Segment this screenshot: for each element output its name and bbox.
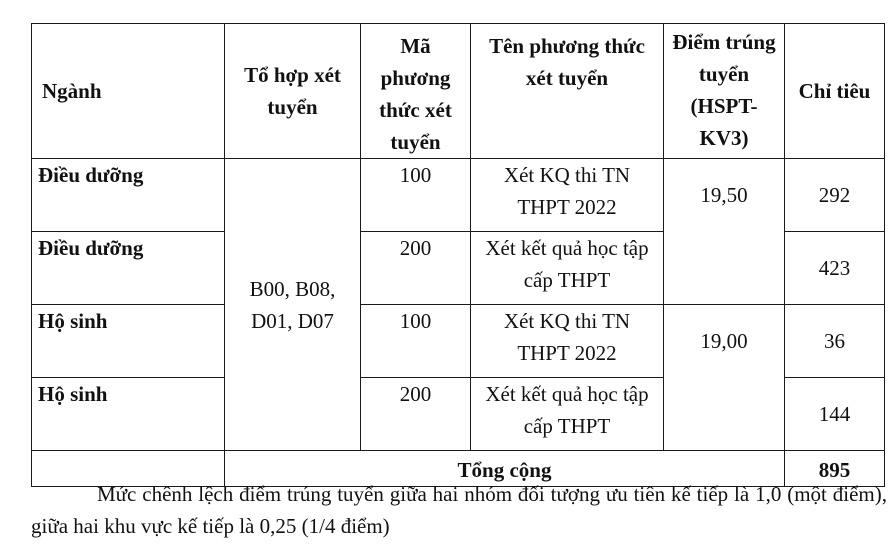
cell-ma-phuong-thuc: 200	[361, 378, 471, 451]
header-diem-trung-tuyen: Điểm trúng tuyển (HSPT-KV3)	[664, 24, 785, 159]
header-nganh: Ngành	[32, 24, 225, 159]
cell-diem-ho-sinh: 19,00	[664, 305, 785, 451]
total-label: Tổng cộng	[225, 451, 785, 487]
admission-table	[31, 23, 885, 487]
note-paragraph	[31, 478, 887, 542]
cell-nganh: Điều dưỡng	[32, 159, 225, 232]
cell-to-hop: B00, B08, D01, D07	[225, 159, 361, 451]
cell-chi-tieu: 423	[785, 232, 885, 305]
table-row	[32, 305, 885, 378]
cell-nganh: Hộ sinh	[32, 305, 225, 378]
header-ten-phuong-thuc: Tên phương thức xét tuyển	[471, 24, 664, 159]
cell-nganh: Hộ sinh	[32, 378, 225, 451]
total-value: 895	[785, 451, 885, 487]
cell-ten-phuong-thuc: Xét kết quả học tập cấp THPT	[471, 232, 664, 305]
table-row	[32, 159, 885, 232]
header-to-hop: Tổ hợp xét tuyển	[225, 24, 361, 159]
cell-ten-phuong-thuc: Xét KQ thi TN THPT 2022	[471, 159, 664, 232]
cell-chi-tieu: 36	[785, 305, 885, 378]
cell-nganh: Điều dưỡng	[32, 232, 225, 305]
cell-ten-phuong-thuc: Xét kết quả học tập cấp THPT	[471, 378, 664, 451]
cell-diem-dieu-duong: 19,50	[664, 159, 785, 305]
cell-ma-phuong-thuc: 100	[361, 159, 471, 232]
cell-ma-phuong-thuc: 200	[361, 232, 471, 305]
cell-ma-phuong-thuc: 100	[361, 305, 471, 378]
table-header-row	[32, 24, 885, 159]
cell-ten-phuong-thuc: Xét KQ thi TN THPT 2022	[471, 305, 664, 378]
cell-chi-tieu: 144	[785, 378, 885, 451]
note-text: Mức chênh lệch điểm trúng tuyển giữa hai nhóm đối tượng ưu tiên kế tiếp là 1,0 (một điểm), giữa hai khu vực kế tiếp là 0,25 (1/4 điểm)	[31, 482, 887, 538]
header-ma-phuong-thuc: Mã phương thức xét tuyển	[361, 24, 471, 159]
cell-chi-tieu: 292	[785, 159, 885, 232]
header-chi-tieu: Chỉ tiêu	[785, 24, 885, 159]
